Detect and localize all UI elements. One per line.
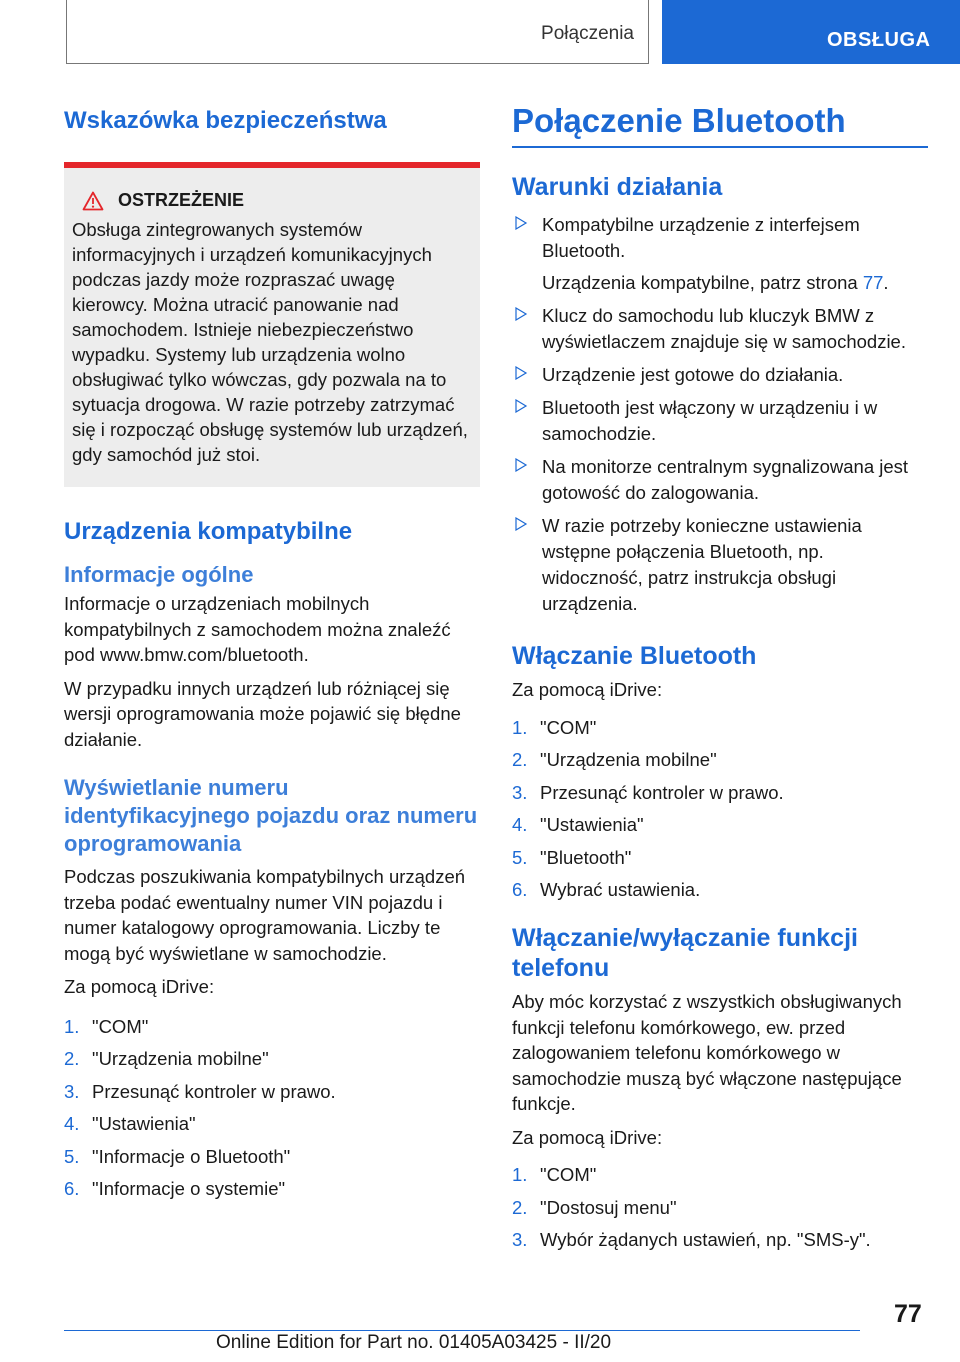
- list-item: W razie potrzeby konieczne ustawienia wstępne połączenia Bluetooth, np. widoczność, patrz instrukcja obsługi urządzenia.: [512, 513, 928, 617]
- phone-paragraph-1: Aby móc korzystać z wszystkich obsługiwanych funkcji telefonu komórkowego, ew. przed zalogowaniem telefonu komórkowego w samochodzie muszą być włączone następujące funkcje.: [512, 991, 902, 1114]
- list-item: 5. "Bluetooth": [512, 846, 632, 868]
- list-item: Klucz do samochodu lub kluczyk BMW z wyświetlaczem znajduje się w samochodzie.: [512, 303, 928, 355]
- vin-heading: Wyświetlanie numeru identyfikacyjnego pojazdu oraz numeru oprogramowania: [64, 775, 478, 856]
- list-item: 4. "Ustawienia": [512, 814, 644, 835]
- header-section-box: [66, 0, 649, 64]
- safety-heading: Wskazówka bezpieczeństwa: [64, 107, 387, 134]
- list-item: 1. "COM": [512, 1164, 597, 1185]
- list-item: 3. Przesunąć kontroler w prawo.: [512, 781, 784, 803]
- vin-paragraph-2: Za pomocą iDrive:: [64, 976, 215, 997]
- enable-paragraph: Za pomocą iDrive:: [512, 679, 663, 700]
- enable-steps-list: [512, 715, 928, 904]
- warning-label: OSTRZEŻENIE: [118, 190, 245, 210]
- general-paragraph-1: Informacje o urządzeniach mobilnych kompatybilnych z samochodem można znaleźć pod www.bmw.com/bluetooth.: [64, 593, 451, 665]
- list-item: 2. "Dostosuj menu": [512, 1196, 677, 1218]
- warning-header: [72, 190, 472, 211]
- list-item: 1. "COM": [64, 1015, 149, 1037]
- list-item: 5. "Informacje o Bluetooth": [64, 1145, 291, 1167]
- vin-steps-list: [64, 1014, 480, 1203]
- phone-steps-list: [512, 1162, 928, 1253]
- list-item: Na monitorze centralnym sygnalizowana jest gotowość do zalogowania.: [512, 454, 928, 506]
- requirements-heading: Warunki działania: [512, 173, 723, 201]
- general-heading: Informacje ogólne: [64, 562, 254, 587]
- phone-paragraph-2: Za pomocą iDrive:: [512, 1126, 663, 1148]
- footer-edition: Online Edition for Part no. 01405A03425 - II/20: [216, 1332, 612, 1353]
- general-paragraph-2: W przypadku innych urządzeń lub różniącej się wersji oprogramowania może pojawić się błędne działanie.: [64, 677, 461, 750]
- list-item: 2. "Urządzenia mobilne": [64, 1048, 269, 1069]
- header-chapter-tab: [662, 0, 960, 64]
- list-item: Urządzenie jest gotowe do działania.: [512, 362, 928, 388]
- compat-heading: Urządzenia kompatybilne: [64, 518, 353, 545]
- list-item: 4. "Ustawienia": [64, 1113, 196, 1134]
- triangle-bullet-icon: [514, 216, 528, 230]
- warning-box: [64, 162, 480, 487]
- phone-functions-heading: Włączanie/wyłączanie funkcji telefonu: [512, 924, 858, 982]
- left-column: [64, 100, 480, 1209]
- list-item: Kompatybilne urządzenie z interfejsem Bluetooth. Urządzenia kompatybilne, patrz strona 77.: [512, 212, 928, 296]
- list-item: 3. Wybór żądanych ustawień, np. "SMS-y".: [512, 1229, 871, 1250]
- triangle-bullet-icon: [514, 307, 528, 321]
- triangle-bullet-icon: [514, 366, 528, 380]
- compat-note: Urządzenia kompatybilne, patrz strona 77.: [542, 272, 889, 293]
- list-item: 6. Wybrać ustawienia.: [512, 879, 701, 900]
- page-link[interactable]: 77: [862, 272, 884, 293]
- list-item: Bluetooth jest włączony w urządzeniu i w samochodzie.: [512, 395, 928, 447]
- list-item: 3. Przesunąć kontroler w prawo.: [64, 1080, 336, 1102]
- list-item: 2. "Urządzenia mobilne": [512, 749, 717, 770]
- list-item: 1. "COM": [512, 716, 597, 738]
- right-column: [512, 100, 928, 1260]
- list-item: 6. "Informacje o systemie": [64, 1178, 286, 1199]
- warning-text: Obsługa zintegrowanych systemów informacyjnych i urządzeń komunikacyjnych podczas jazdy może rozpraszać uwagę kierowcy. Można utracić panowanie nad samochodem. Istnieje niebezpieczeństwo wypadku. Systemy lub urządzenia wolno obsługiwać tylko wówczas, gdy pozwala na to sytuacja drogowa. W razie potrzeby zatrzymać się i rozpocząć obsługę systemów lub urządzeń, gdy samochód już stoi.: [72, 219, 468, 465]
- footer-divider: [64, 1330, 860, 1331]
- page-number: 77: [894, 1300, 922, 1328]
- warning-triangle-icon: [82, 191, 104, 211]
- enable-heading: Włączanie Bluetooth: [512, 642, 757, 670]
- vin-paragraph-1: Podczas poszukiwania kompatybilnych urządzeń trzeba podać ewentualny numer VIN pojazdu i numer katalogowy oprogramowania. Liczby te mogą być wyświetlane w samochodzie.: [64, 866, 466, 964]
- requirements-list: [512, 212, 928, 617]
- header-chapter-title: OBSŁUGA: [827, 29, 931, 51]
- triangle-bullet-icon: [514, 399, 528, 413]
- page-header: [0, 0, 960, 66]
- bluetooth-heading: Połączenie Bluetooth: [512, 100, 928, 148]
- triangle-bullet-icon: [514, 458, 528, 472]
- triangle-bullet-icon: [514, 517, 528, 531]
- header-section-title: Połączenia: [541, 23, 634, 44]
